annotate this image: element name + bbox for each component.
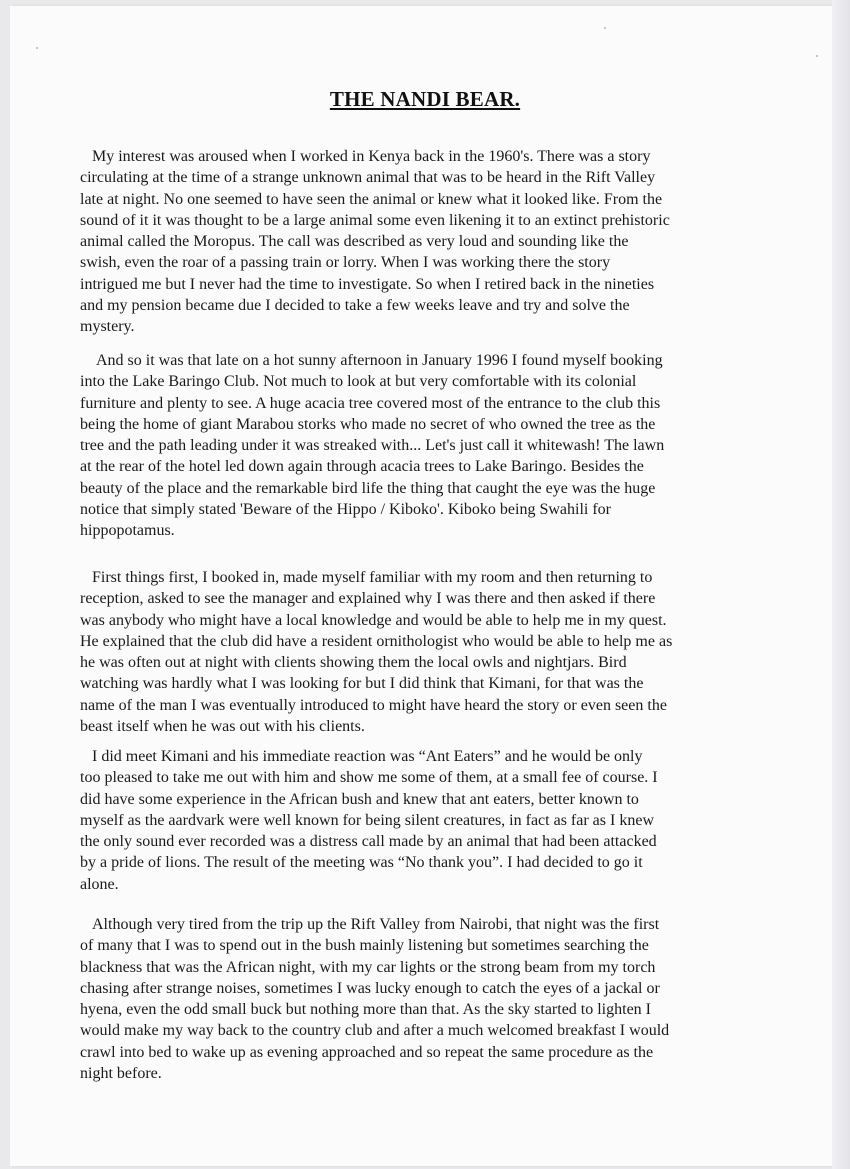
paragraph-4 [80,746,770,895]
text-line: night before. [80,1065,162,1083]
text-line: notice that simply stated 'Beware of the Hippo / Kiboko'. Kiboko being Swahili for [80,501,612,519]
text-line: circulating at the time of a strange unknown animal that was to be heard in the Rift Valley [80,169,656,187]
text-line: did have some experience in the African bush and knew that ant eaters, better known to [80,790,639,808]
text-line: And so it was that late on a hot sunny afternoon in January 1996 I found myself booking [80,352,663,369]
text-line: and my pension became due I decided to take a few weeks leave and try and solve the [80,297,630,315]
text-line: was anybody who might have a local knowledge and would be able to help me in my quest. [80,611,667,629]
text-line: animal called the Moropus. The call was described as very loud and sounding like the [80,233,629,251]
scan-speck [36,47,38,49]
paragraph-3 [80,567,770,737]
text-line: late at night. No one seemed to have seen the animal or knew what it looked like. From the [80,190,663,208]
text-line: swish, even the roar of a passing train or lorry. When I was working there the story [80,254,611,272]
text-line: name of the man I was eventually introduced to might have heard the story or even seen the [80,696,667,714]
text-line: he was often out at night with clients showing them the local owls and nightjars. Bird [80,654,627,672]
text-line: hippopotamus. [80,522,175,540]
text-line: furniture and plenty to see. A huge acacia tree covered most of the entrance to the club this [80,394,661,412]
text-line: tree and the path leading under it was streaked with... Let's just call it whitewash! The lawn [80,437,665,455]
text-line: First things first, I booked in, made myself familiar with my room and then returning to [80,569,653,586]
document-title: THE NANDI BEAR. [329,87,521,111]
text-line: of many that I was to spend out in the bush mainly listening but sometimes searching the [80,937,649,955]
text-line: intrigued me but I never had the time to investigate. So when I retired back in the nineties [80,275,655,293]
text-line: beast itself when he was out with his clients. [80,718,365,736]
text-line: I did meet Kimani and his immediate reaction was “Ant Eaters” and he would be only [80,748,643,765]
text-line: the only sound ever recorded was a distress call made by an animal that had been attacked [80,833,657,851]
text-line: chasing after strange noises, sometimes I was lucky enough to catch the eyes of a jackal or [80,979,660,997]
text-line: being the home of giant Marabou storks who made no secret of who owned the tree as the [80,415,656,433]
text-line: mystery. [80,318,135,336]
paragraph-5 [80,914,770,1084]
text-line: sound of it it was thought to be a large animal some even likening it to an extinct prehistoric [80,211,670,229]
text-line: beauty of the place and the remarkable bird life the thing that caught the eye was the huge [80,479,656,497]
text-line: would make my way back to the country club and after a much welcomed breakfast I would [80,1022,670,1040]
scan-edge [832,0,850,1169]
text-line: watching was hardly what I was looking for but I did think that Kimani, for that was the [80,675,644,693]
text-line: reception, asked to see the manager and explained why I was there and then asked if there [80,590,656,608]
text-line: crawl into bed to wake up as evening approached and so repeat the same procedure as the [80,1043,654,1061]
text-line: blackness that was the African night, with my car lights or the strong beam from my torch [80,958,656,976]
text-line: hyena, even the odd small buck but nothing more than that. As the sky started to lighten I [80,1001,651,1019]
text-line: My interest was aroused when I worked in Kenya back in the 1960's. There was a story [80,148,651,165]
paragraph-1 [80,146,770,338]
text-line: alone. [80,875,119,893]
text-line: by a pride of lions. The result of the meeting was “No thank you”. I had decided to go it [80,854,643,872]
text-line: too pleased to take me out with him and show me some of them, at a small fee of course. I [80,769,658,787]
text-line: at the rear of the hotel led down again through acacia trees to Lake Baringo. Besides the [80,458,644,476]
text-line: He explained that the club did have a resident ornithologist who would be able to help me as [80,632,673,650]
text-line: Although very tired from the trip up the Rift Valley from Nairobi, that night was the first [80,916,660,933]
scan-speck [604,27,606,29]
scan-speck [816,55,818,57]
paragraph-2 [80,350,770,542]
text-line: myself as the aardvark were well known for being silent creatures, in fact as far as I knew [80,811,654,829]
text-line: into the Lake Baringo Club. Not much to look at but very comfortable with its colonial [80,373,637,391]
